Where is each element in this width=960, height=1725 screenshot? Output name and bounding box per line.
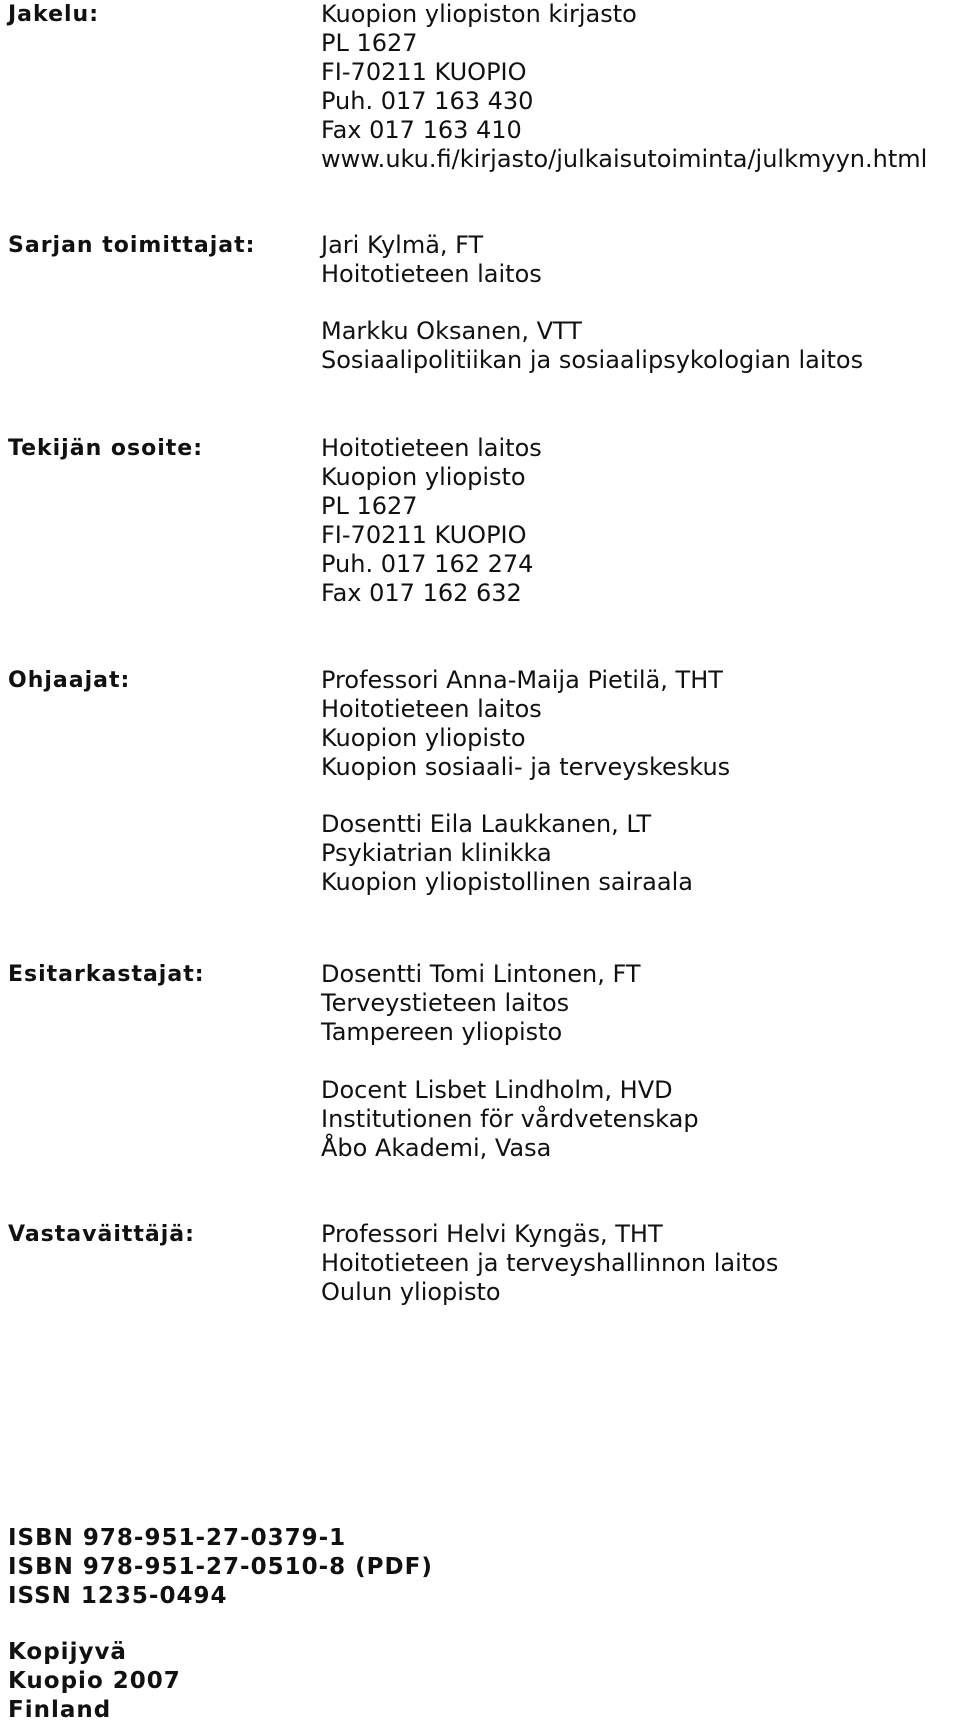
pre-examiner-2: [321, 1076, 699, 1163]
author-address-label: Tekijän osoite:: [8, 436, 203, 461]
series-editors-label: Sarjan toimittajat:: [8, 233, 256, 258]
supervisor-1: [321, 666, 730, 782]
author-address-line: PL 1627: [321, 492, 418, 520]
supervisor-affiliation: Psykiatrian klinikka: [321, 839, 552, 867]
distribution-line: Fax 017 163 410: [321, 116, 522, 144]
opponent-affiliation: Hoitotieteen ja terveyshallinnon laitos: [321, 1249, 779, 1277]
series-editor-name: Markku Oksanen, VTT: [321, 317, 582, 345]
supervisor-name: Dosentti Eila Laukkanen, LT: [321, 810, 652, 838]
author-address-line: Puh. 017 162 274: [321, 550, 534, 578]
distribution-address: [321, 0, 927, 174]
distribution-label: Jakelu:: [8, 2, 99, 27]
distribution-url: www.uku.fi/kirjasto/julkaisutoiminta/julkmyyn.html: [321, 145, 928, 173]
opponent-affiliation: Oulun yliopisto: [321, 1278, 501, 1306]
isbn-print: ISBN 978-951-27-0379-1: [8, 1525, 347, 1551]
pre-examiner-affiliation: Tampereen yliopisto: [321, 1018, 563, 1046]
supervisor-name: Professori Anna-Maija Pietilä, THT: [321, 666, 723, 694]
pre-examiner-name: Docent Lisbet Lindholm, HVD: [321, 1076, 673, 1104]
supervisor-2: [321, 810, 693, 897]
identifiers-block: [8, 1524, 433, 1611]
author-address-line: FI-70211 KUOPIO: [321, 521, 527, 549]
author-address: [321, 434, 542, 608]
supervisors-label: Ohjaajat:: [8, 668, 131, 693]
opponent-label: Vastaväittäjä:: [8, 1222, 195, 1247]
isbn-pdf: ISBN 978-951-27-0510-8 (PDF): [8, 1554, 433, 1580]
imprint-block: [8, 1638, 181, 1725]
supervisor-affiliation: Kuopion yliopisto: [321, 724, 526, 752]
distribution-line: Kuopion yliopiston kirjasto: [321, 0, 637, 28]
opponent: [321, 1220, 778, 1307]
supervisor-affiliation: Kuopion yliopistollinen sairaala: [321, 868, 693, 896]
pre-examiner-affiliation: Terveystieteen laitos: [321, 989, 570, 1017]
pre-examiner-name: Dosentti Tomi Lintonen, FT: [321, 960, 641, 988]
pre-examiner-affiliation: Institutionen för vårdvetenskap: [321, 1105, 699, 1133]
distribution-line: Puh. 017 163 430: [321, 87, 534, 115]
supervisor-affiliation: Hoitotieteen laitos: [321, 695, 542, 723]
pre-examiners-label: Esitarkastajat:: [8, 962, 205, 987]
series-editor-dept: Hoitotieteen laitos: [321, 260, 542, 288]
series-editor-1: [321, 231, 542, 289]
author-address-line: Hoitotieteen laitos: [321, 434, 542, 462]
series-editor-name: Jari Kylmä, FT: [321, 231, 484, 259]
author-address-line: Fax 017 162 632: [321, 579, 522, 607]
distribution-line: PL 1627: [321, 29, 418, 57]
series-editor-dept: Sosiaalipolitiikan ja sosiaalipsykologian laitos: [321, 346, 864, 374]
pre-examiner-affiliation: Åbo Akademi, Vasa: [321, 1134, 552, 1162]
series-editor-2: [321, 317, 863, 375]
printer: Kopijyvä: [8, 1639, 127, 1665]
opponent-name: Professori Helvi Kyngäs, THT: [321, 1220, 663, 1248]
country: Finland: [8, 1697, 112, 1723]
pre-examiner-1: [321, 960, 641, 1047]
author-address-line: Kuopion yliopisto: [321, 463, 526, 491]
distribution-line: FI-70211 KUOPIO: [321, 58, 527, 86]
place-year: Kuopio 2007: [8, 1668, 181, 1694]
issn: ISSN 1235-0494: [8, 1583, 228, 1609]
supervisor-affiliation: Kuopion sosiaali- ja terveyskeskus: [321, 753, 731, 781]
